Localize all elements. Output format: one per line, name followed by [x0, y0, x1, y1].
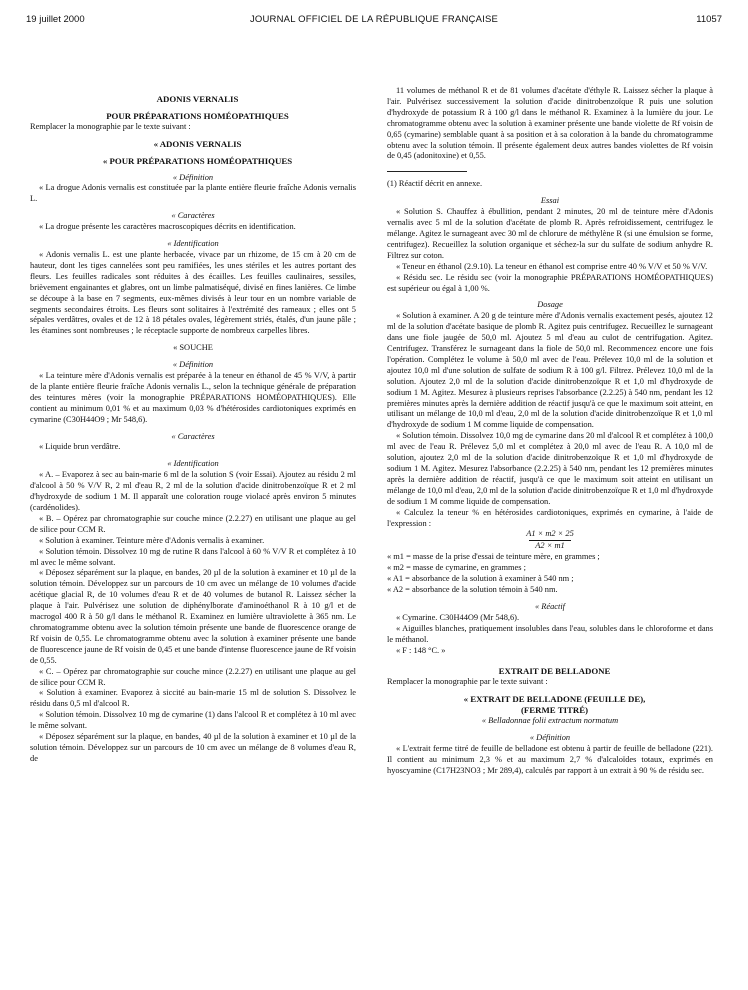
spacer: [387, 656, 713, 666]
text-line: « m1 = masse de la prise d'essai de teinture mère, en grammes ;: [387, 552, 600, 562]
formula-numerator: A1 × m2 × 25: [526, 529, 574, 539]
text-line: « A2 = absorbance de la solution témoin à 540 nm.: [387, 584, 558, 594]
paragraph: « La drogue présente les caractères macroscopiques décrits en identification.: [39, 222, 296, 232]
paragraph: « Déposez séparément sur la plaque, en bandes, 40 µl de la solution à examiner et 10 µl de la solution témoin. Développez sur un parcours de 10 cm avec un mélange de 8 volumes d'eau R, de: [30, 732, 356, 763]
paragraph: « Solution témoin. Dissolvez 10 mg de rutine R dans l'alcool à 60 % V/V R et complétez à 10 ml avec le même solvant.: [30, 546, 356, 567]
paragraph: « Déposez séparément sur la plaque, en bandes, 20 µl de la solution à examiner et 10 µl de la solution témoin. Développez sur un parcours de 10 cm avec un mélange de 10 volumes d'acide acétique glacial R, de 10 volumes d'eau R et de 40 volumes de butanol R. Laissez sécher la plaque à l'air. Pulvérisez une solution de diphénylborate d'aminoéthanol R à 10 g/l et de macrogol 400 R à 50 g/l dans le méthanol R. Examinez en lumière ultraviolette à 365 nm. Le chromatogramme obtenu avec la solution témoin présente une bande de fluorescence orange de Rf voisin de 0,55. Le chromatogramme obtenu avec la solution à examiner présente une bande de fluorescence jaune de Rf voisin de 0,45 et une bande d'intense fluorescence jaune de Rf voisin de 0,55.: [30, 568, 356, 665]
text-line: « m2 = masse de cymarine, en grammes ;: [387, 563, 526, 573]
paragraph: « Teneur en éthanol (2.9.10). La teneur en éthanol est comprise entre 40 % V/V et 50 % V/V.: [396, 261, 708, 271]
paragraph: « Solution S. Chauffez à ébullition, pendant 2 minutes, 20 ml de teinture mère d'Adonis vernalis avec 5 ml de la solution d'acétate de plomb R. Après refroidissement, centrifugez le mélange. Agitez le surnageant avec 30 ml de chlorure de méthylène R (si une émulsion se forme, centrifugez). Recueillez la solution organique et séchez-la sur du sulfate de sodium anhydre R. Filtrez sur coton.: [387, 207, 713, 260]
paragraph: « Aiguilles blanches, pratiquement insolubles dans l'eau, solubles dans le chloroforme et dans le méthanol.: [387, 623, 713, 644]
subsection-heading: « Réactif: [535, 601, 565, 611]
paragraph: « Solution à examiner. Evaporez à siccité au bain-marie 15 ml de solution S. Dissolvez le résidu dans 0,5 ml d'alcool R.: [30, 688, 356, 709]
paragraph: « Solution témoin. Dissolvez 10,0 mg de cymarine dans 20 ml d'alcool R et complétez à 100,0 ml avec de l'eau R. Prélevez 5,0 ml et complétez à 20,0 ml avec de l'eau R. A 10,0 ml de solution, ajoutez 2,0 ml de la solution d'acide dinitrobenzoïque R et 1,0 ml d'hydroxyde de sodium 1 M. Agitez. Mesurez l'absorbance (2.2.25) à 540 nm, pendant les 12 premières minutes après la dernière addition de réactif, jusqu'à ce que le maximum soit atteint en utilisant un mélange de 10,0 ml d'eau, 2,0 ml de la solution d'acide dinitrobenzoïque R et 1,0 ml d'hydroxyde de sodium 1 M comme liquide de compensation.: [387, 431, 713, 506]
formula-line: [387, 540, 713, 552]
paragraph: « C. – Opérez par chromatographie sur couche mince (2.2.27) en utilisant une plaque au gel de silice pour CCM R.: [30, 666, 356, 687]
left-column: [30, 80, 356, 765]
page-header: [26, 14, 722, 28]
header-date: 19 juillet 2000: [26, 14, 85, 25]
spacer: [30, 80, 356, 94]
text-line: Remplacer la monographie par le texte suivant :: [30, 121, 191, 131]
section-heading: ADONIS VERNALIS: [156, 94, 239, 104]
section-heading: POUR PRÉPARATIONS HOMÉOPATHIQUES: [106, 110, 289, 121]
subsection-heading: Essai: [540, 196, 560, 206]
header-journal-title: JOURNAL OFFICIEL DE LA RÉPUBLIQUE FRANÇAISE: [249, 14, 499, 25]
paragraph: « F : 148 °C. »: [396, 645, 446, 655]
section-heading: (FERME TITRÉ): [520, 705, 589, 716]
footnote-rule: [387, 171, 467, 172]
subsection-heading: « Belladonnae folii extractum normatum: [481, 716, 619, 726]
formula-denominator: A2 × m1: [529, 540, 570, 552]
paragraph: « A. – Evaporez à sec au bain-marie 6 ml de la solution S (voir Essai). Ajoutez au résidu 2 ml d'alcool à 50 % V/V R, 2 ml d'eau R, 2 ml de la solution d'acide dinitrobenzoïque R et 2 ml d'hydroxyde de sodium 1 M. Il apparaît une coloration rouge violacé après environ 5 minutes (cardénolides).: [30, 470, 356, 512]
paragraph: « La teinture mère d'Adonis vernalis est préparée à la teneur en éthanol de 45 % V/V, à partir de la plante entière fleurie fraîche Adonis vernalis L., selon la technique générale de préparation des teintures mères (voir la monographie PRÉPARATIONS HOMÉOPATHIQUES). Elle contient au minimum 0,01 % et au maximum 0,03 % d'hétérosides cardiotoniques exprimés en cymarine (C30H44O9 ; Mr 548,6).: [30, 371, 356, 424]
text-line: Remplacer la monographie par le texte suivant :: [387, 677, 548, 687]
paragraph: « Adonis vernalis L. est une plante herbacée, vivace par un rhizome, de 15 cm à 20 cm de hauteur, dont les tiges cannelées sont peu ramifiées, les unes stériles et les autres portant des fleurs. Les feuilles radicales sont réduites à des écailles. Les feuilles caulinaires, sessiles, brièvement engainantes et glabres, ont un limbe palmatiséqué, divisé en fines lanières. Ce limbe se découpe à la base en 7 segments, eux-mêmes divisés à leur tour en un nombre variable de segments secondaires étroits. Les fleurs sont solitaires à l'extrémité des rameaux ; elles ont 5 sépales verdâtres, ovales et de 12 à 18 pétales ovales, légèrement striés, étalés, d'un jaune pâle ; les étamines sont nombreuses ; le réceptacle supporte de nombreux carpelles libres.: [30, 249, 356, 336]
header-page-number: 11057: [696, 14, 722, 25]
subsection-heading: Dosage: [537, 300, 563, 310]
section-heading: EXTRAIT DE BELLADONE: [498, 666, 611, 677]
paragraph: « Calculez la teneur % en hétérosides cardiotoniques, exprimés en cymarine, à l'aide de l'expression :: [387, 507, 713, 528]
paragraph: « La drogue Adonis vernalis est constituée par la plante entière fleurie fraîche Adonis vernalis L.: [30, 183, 356, 204]
paragraph: « B. – Opérez par chromatographie sur couche mince (2.2.27) en utilisant une plaque au gel de silice pour CCM R.: [30, 513, 356, 534]
subsection-heading: « Identification: [167, 459, 219, 469]
text-line: « A1 = absorbance de la solution à examiner à 540 nm ;: [387, 574, 574, 584]
paragraph: 11 volumes de méthanol R et de 81 volumes d'acétate d'éthyle R. Laissez sécher la plaque à l'air. Pulvérisez successivement la solution d'acide dinitrobenzoïque R puis une solution d'hydroxyde de potassium R à 100 g/l dans le méthanol R. Examinez à la lumière du jour. Le chromatogramme obtenu avec la solution à examiner présente une bande violette de Rf voisin de 0,65 (cymarine) semblable quant à sa position et à sa coloration à la bande du chromatogramme obtenu avec la solution témoin. Il présente également deux autres bandes violettes de Rf voisin de 0,45 (adonitoxine) et 0,55.: [387, 86, 713, 161]
paragraph: « Solution à examiner. A 20 g de teinture mère d'Adonis vernalis exactement pesés, ajoutez 12 ml de la solution d'acétate basique de plomb R. Agitez puis centrifugez. Recueillez le surnageant dans une fiole jaugée de 50,0 ml. Ajoutez 5 ml d'eau au culot de centrifugation. Agitez. Centrifugez. Transférez le surnageant dans la fiole de 50,0 ml. Recommencez encore une fois l'opération. Complétez le volume à 50,0 ml avec de l'eau. Prélevez 10,0 ml de la solution et ajoutez 10,0 ml d'une solution de sulfate de sodium R à 100 g/l. Filtrez. Prélevez 10,0 ml de la solution. Ajoutez 2,0 ml de la solution d'acide dinitrobenzoïque R et 1,0 ml d'hydroxyde de sodium 1 M. Agitez. Mesurez à plusieurs reprises l'absorbance (2.2.25) à 540 nm, pendant les 12 premières minutes après la dernière addition de réactif jusqu'à ce que le maximum soit atteint, en utilisant un mélange de 10,0 ml d'eau, 2,0 ml de la solution d'acide dinitrobenzoïque R et 1,0 ml d'hydroxyde de sodium 1 M comme liquide de compensation.: [387, 311, 713, 430]
right-column: [387, 86, 713, 777]
subsection-heading: « Identification: [167, 239, 219, 249]
paragraph: « Liquide brun verdâtre.: [39, 442, 121, 452]
paragraph: « Solution à examiner. Teinture mère d'Adonis vernalis à examiner.: [39, 535, 265, 545]
paragraph: « Solution témoin. Dissolvez 10 mg de cymarine (1) dans l'alcool R et complétez à 10 ml avec le même solvant.: [30, 710, 356, 731]
section-label: « SOUCHE: [173, 343, 213, 353]
subsection-heading: « Caractères: [171, 431, 215, 441]
section-heading: « POUR PRÉPARATIONS HOMÉOPATHIQUES: [102, 155, 293, 166]
paragraph: « L'extrait ferme titré de feuille de belladone est obtenu à partir de feuille de belladone (221). Il contient au minimum 2,3 % et au maximum 2,7 % d'alcaloïdes totaux, exprimés en hyoscyamine (C17H23NO3 ; Mr 289,4), calculés par rapport à un extrait à 90 % de résidu sec.: [387, 743, 713, 775]
section-heading: « EXTRAIT DE BELLADONE (FEUILLE DE),: [463, 694, 646, 705]
subsection-heading: « Définition: [172, 172, 214, 182]
subsection-heading: « Définition: [172, 360, 214, 370]
subsection-heading: « Caractères: [171, 211, 215, 221]
subsection-heading: « Définition: [529, 732, 571, 742]
paragraph: « Cymarine. C30H44O9 (Mr 548,6).: [396, 612, 520, 622]
text-line: (1) Réactif décrit en annexe.: [387, 179, 483, 189]
paragraph: « Résidu sec. Le résidu sec (voir la monographie PRÉPARATIONS HOMÉOPATHIQUES) est supérieur ou égal à 1,00 %.: [387, 272, 713, 293]
section-heading: « ADONIS VERNALIS: [153, 138, 242, 149]
